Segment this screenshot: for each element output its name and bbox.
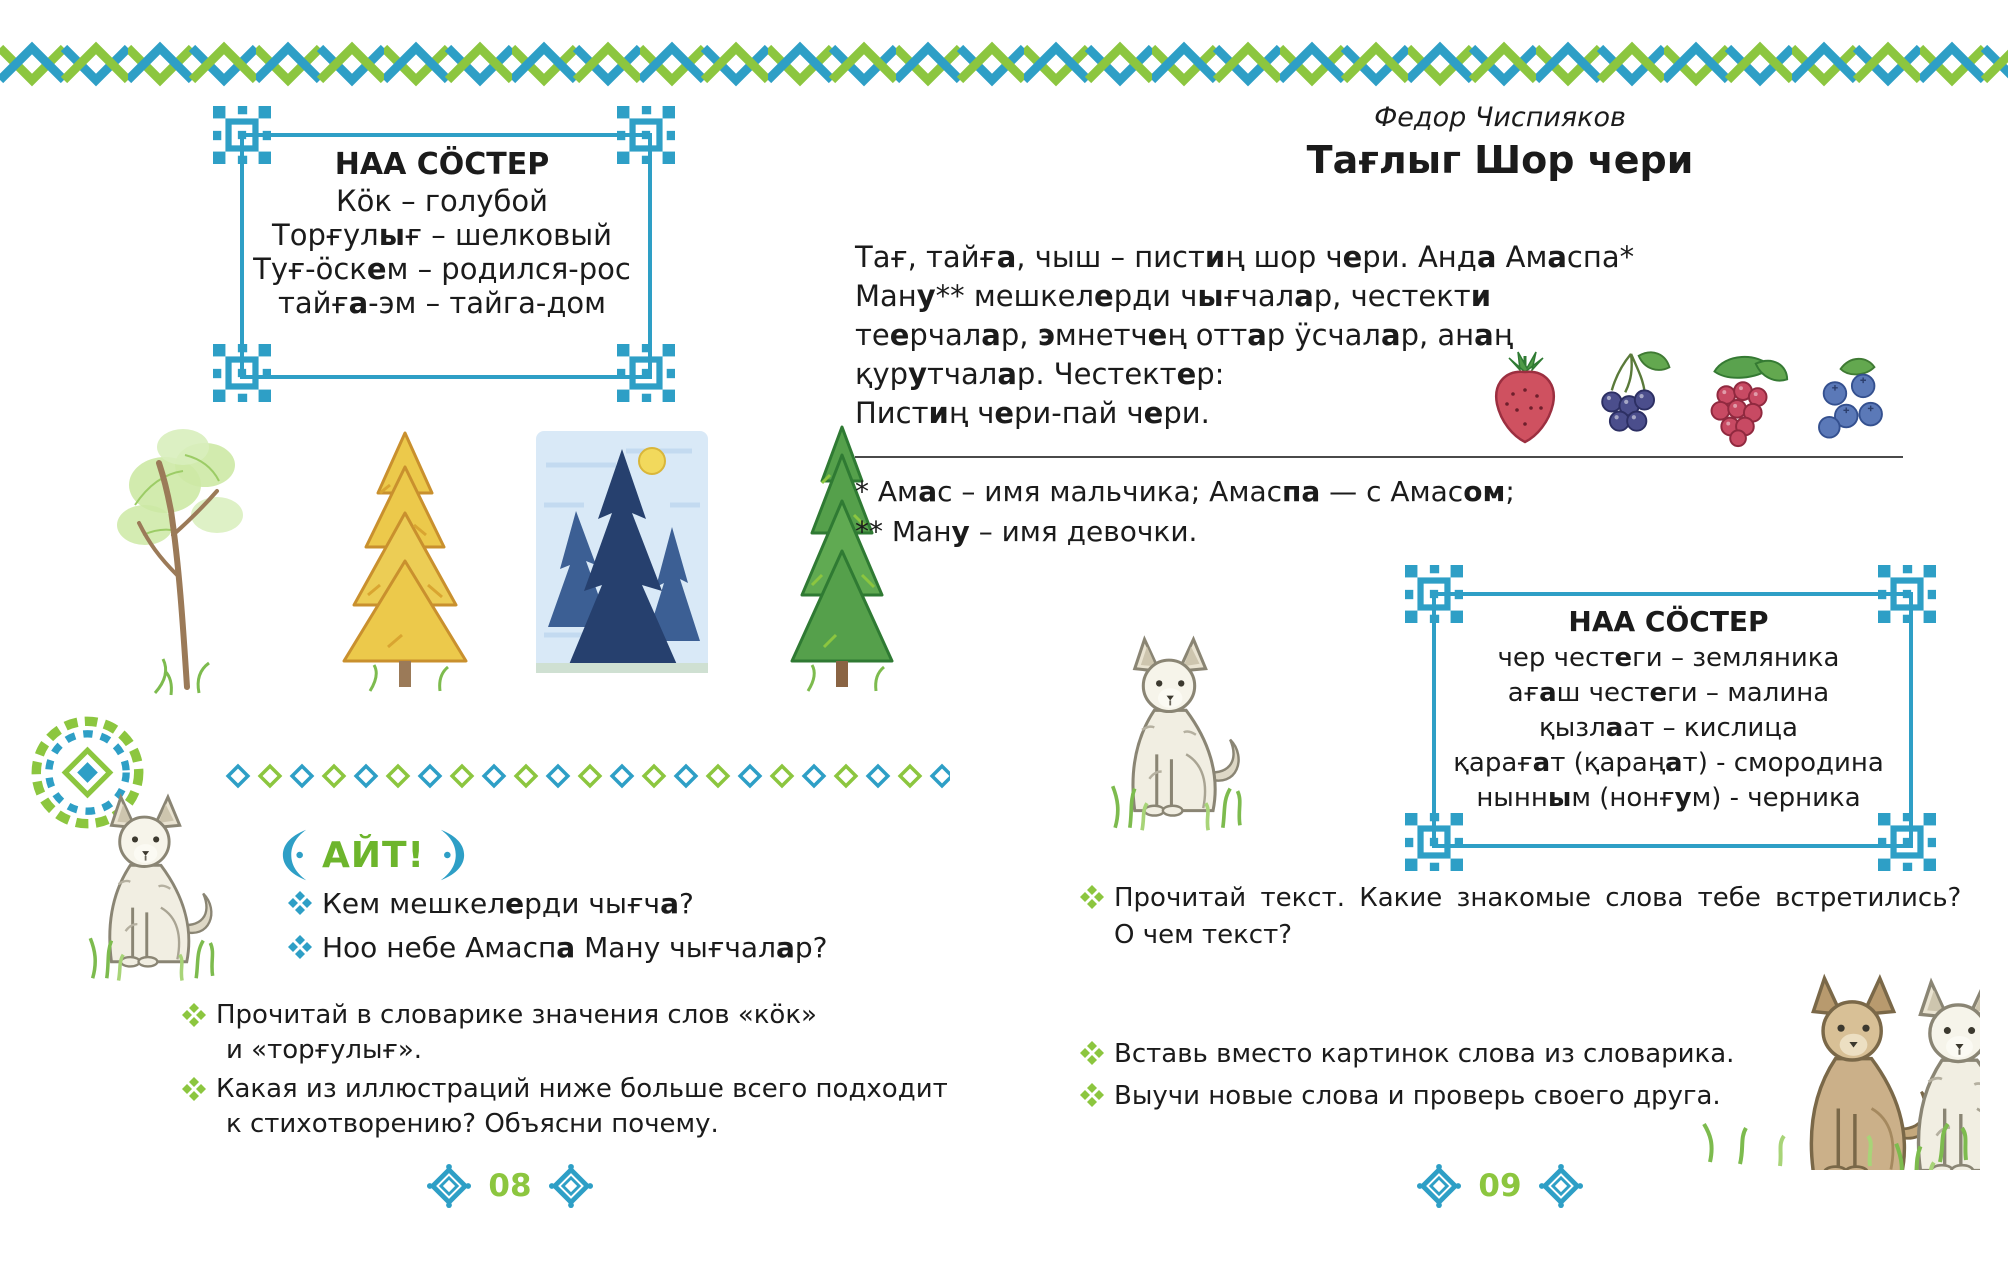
ait-header bbox=[278, 826, 469, 884]
page-footer-right bbox=[1350, 1160, 1650, 1212]
corner-knot-icon bbox=[1405, 813, 1463, 871]
page-number: 08 bbox=[488, 1168, 532, 1204]
paragraph-line: Пистиң чери-пай чери. bbox=[855, 396, 1210, 430]
footnote-text: ** Ману – имя девочки. bbox=[855, 515, 1198, 548]
rosette-icon bbox=[548, 1163, 594, 1209]
question-row bbox=[288, 930, 828, 966]
top-ornament-border bbox=[0, 34, 2008, 92]
task-row bbox=[1080, 880, 1962, 954]
vocab-box-title: НАА СӦСТЕР bbox=[1568, 605, 1769, 638]
ornament-chain-divider bbox=[225, 760, 950, 792]
rosette-icon bbox=[1416, 1163, 1462, 1209]
night-spruce-forest-illustration bbox=[536, 431, 708, 673]
ait-questions bbox=[288, 886, 828, 966]
vocab-entry: нынным (нонғум) - черника bbox=[1476, 783, 1861, 813]
author-name: Федор Чиспияков bbox=[1374, 102, 1626, 133]
birch-tree-illustration bbox=[117, 429, 243, 695]
rosette-icon bbox=[1538, 1163, 1584, 1209]
blackcurrant-illustration bbox=[1583, 346, 1679, 452]
left-tasks bbox=[182, 998, 948, 1142]
raspberry-illustration bbox=[1687, 344, 1795, 452]
task-line: О чем текст? bbox=[1114, 920, 1293, 950]
task-bullet-icon bbox=[1080, 1083, 1104, 1107]
vocab-entry: қарағат (қараңат) - смородина bbox=[1453, 748, 1884, 778]
paragraph-line: теерчалар, эмнетчең оттар ӱсчалар, анаң bbox=[855, 318, 1513, 352]
task-row bbox=[182, 1072, 948, 1142]
vocab-entry: Торғулығ – шелковый bbox=[272, 218, 612, 252]
fox-cub-illustration bbox=[55, 790, 255, 990]
question-bullet-icon bbox=[288, 891, 312, 915]
task-line: к стихотворению? Объясни почему. bbox=[226, 1109, 719, 1139]
two-fox-cubs-illustration bbox=[1690, 952, 1980, 1170]
vocab-box-title: НАА СӦСТЕР bbox=[334, 147, 550, 182]
rosette-icon bbox=[426, 1163, 472, 1209]
lesson-title: Тағлыг Шор чери bbox=[1306, 138, 1694, 182]
page-footer-left bbox=[360, 1160, 660, 1212]
corner-knot-icon bbox=[617, 344, 675, 402]
task-bullet-icon bbox=[1080, 1041, 1104, 1065]
vocab-entry: Кӧк – голубой bbox=[336, 184, 548, 218]
strawberry-illustration bbox=[1475, 342, 1575, 452]
vocab-box-content bbox=[246, 148, 638, 320]
task-line: Какая из иллюстраций ниже больше всего подходит bbox=[216, 1074, 948, 1104]
ait-label: АЙТ! bbox=[322, 834, 425, 876]
vocab-entry: чер честеги – земляника bbox=[1497, 643, 1840, 673]
blueberry-illustration bbox=[1803, 348, 1897, 452]
question-text: Кем мешкелерди чығча? bbox=[322, 887, 694, 920]
paragraph-line: қурутчалар. Честектер: bbox=[855, 357, 1225, 391]
golden-spruce-illustration bbox=[344, 433, 466, 691]
berry-illustrations-row bbox=[1475, 342, 1897, 452]
task-line: и «торғулығ». bbox=[226, 1035, 423, 1065]
question-text: Ноо небе Амаспа Ману чығчалар? bbox=[322, 931, 828, 964]
footnote-divider bbox=[855, 456, 1903, 458]
task-text: Вставь вместо картинок слова из словарика. bbox=[1114, 1039, 1735, 1069]
tree-illustrations-row bbox=[95, 415, 935, 710]
footnote-text: * Амас – имя мальчика; Амаспа — с Амасом; bbox=[855, 475, 1515, 508]
vocab-box-content bbox=[1440, 604, 1897, 816]
paragraph-line: Тағ, тайға, чыш – пистиң шор чери. Анда Амаспа* bbox=[855, 240, 1635, 274]
task-text bbox=[1114, 880, 1961, 954]
green-pine-illustration bbox=[792, 427, 892, 691]
footnotes bbox=[855, 472, 1515, 552]
task-bullet-icon bbox=[182, 1003, 206, 1027]
task-line: Прочитай текст. Какие знакомые слова тебе встретились? bbox=[1114, 883, 1962, 913]
vocab-entry: ағаш честеги – малина bbox=[1507, 678, 1830, 708]
task-text bbox=[216, 998, 817, 1068]
vocab-entry: Туғ-ӧскем – родился-рос bbox=[253, 252, 631, 286]
task-text bbox=[216, 1072, 948, 1142]
ait-bracket-left-icon bbox=[278, 827, 312, 883]
corner-knot-icon bbox=[213, 344, 271, 402]
task-line: Прочитай в словарике значения слов «кӧк» bbox=[216, 1000, 817, 1030]
page-number: 09 bbox=[1478, 1168, 1522, 1204]
question-row bbox=[288, 886, 828, 922]
vocab-entry: қызлаат – кислица bbox=[1539, 713, 1798, 743]
paragraph-line: Ману** мешкелерди чығчалар, честекти bbox=[855, 279, 1492, 313]
fox-cub-illustration bbox=[1085, 632, 1275, 840]
ait-bracket-right-icon bbox=[435, 827, 469, 883]
task-bullet-icon bbox=[182, 1077, 206, 1101]
task-row bbox=[182, 998, 902, 1068]
task-bullet-icon bbox=[1080, 885, 1104, 909]
corner-knot-icon bbox=[1878, 813, 1936, 871]
vocab-entry: тайға-эм – тайга-дом bbox=[277, 286, 607, 320]
task-text: Выучи новые слова и проверь своего друга. bbox=[1114, 1081, 1721, 1111]
question-bullet-icon bbox=[288, 935, 312, 959]
